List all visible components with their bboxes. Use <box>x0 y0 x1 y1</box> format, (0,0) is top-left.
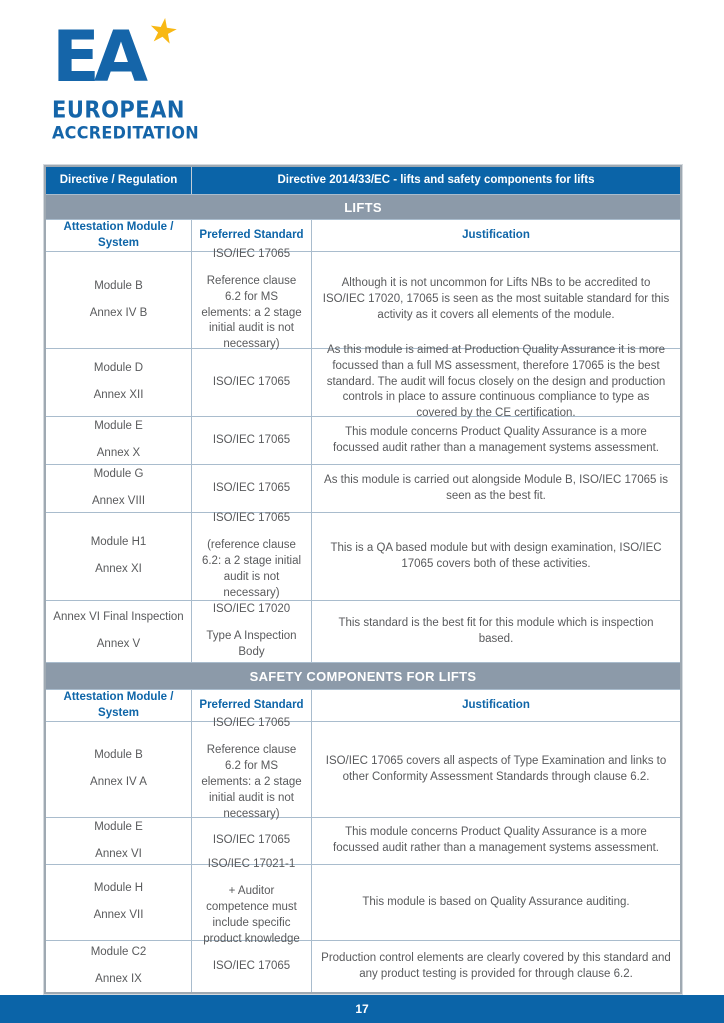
table-row <box>46 512 680 600</box>
module-name: Module D <box>93 362 144 375</box>
table-row <box>46 247 680 351</box>
module-name: Module E <box>94 420 143 433</box>
page-footer <box>0 995 724 1023</box>
justification-cell: ISO/IEC 17065 covers all aspects of Type Examination and links to other Conformity Assessment Standards through clause 6.2. <box>325 754 667 783</box>
module-cell <box>46 349 192 416</box>
module-annex: Annex VII <box>93 909 144 921</box>
standard-cell <box>192 349 312 416</box>
page-number: 17 <box>355 1002 369 1016</box>
table-row <box>46 343 680 420</box>
module-annex: Annex VIII <box>91 495 146 507</box>
justification-cell: This module is based on Quality Assurance auditing. <box>362 895 630 908</box>
standard-name: ISO/IEC 17065 <box>212 512 291 525</box>
justification-cell: Although it is not uncommon for Lifts NBs to be accredited to ISO/IEC 17020, 17065 is seen as the most suitable standard for this activity as it covers all elements of the module. <box>322 277 670 321</box>
column-header-module: Attestation Module / System <box>46 220 192 251</box>
justification-cell: This module concerns Product Quality Assurance is a more focussed audit rather than a management systems assessment. <box>333 826 659 854</box>
ea-logo-letters: EA <box>52 16 142 98</box>
section-band-lifts <box>46 194 680 219</box>
module-cell <box>46 865 192 940</box>
standard-name: ISO/IEC 17065 <box>212 717 291 730</box>
module-annex: Annex V <box>96 638 141 650</box>
column-header-justification: Justification <box>462 228 530 241</box>
module-cell <box>46 601 192 662</box>
logo-text-accreditation: ACCREDITATION <box>52 122 199 143</box>
ea-logo-mark <box>52 9 176 98</box>
standard-note: Reference clause 6.2 for MS elements: a 2 stage initial audit is not necessary) <box>201 744 302 820</box>
standard-note: Reference clause 6.2 for MS elements: a 2 stage initial audit is not necessary) <box>201 274 302 351</box>
standard-name: ISO/IEC 17065 <box>212 834 291 847</box>
module-annex: Annex X <box>96 447 141 459</box>
table-row <box>46 817 680 864</box>
directive-table <box>44 165 682 994</box>
table-row <box>46 858 680 945</box>
column-header-standard: Preferred Standard <box>192 220 312 251</box>
module-name: Module B <box>94 279 143 292</box>
standard-note: + Auditor competence must include specific product knowledge <box>203 885 300 945</box>
table-row <box>46 940 680 992</box>
standard-name: ISO/IEC 17065 <box>212 959 291 972</box>
module-name: Module G <box>93 468 144 481</box>
standard-name: ISO/IEC 17065 <box>212 375 291 388</box>
module-name: Module E <box>94 820 143 833</box>
module-name: Module H1 <box>90 536 147 549</box>
module-cell <box>46 252 192 348</box>
standard-cell <box>192 513 312 600</box>
star-icon: ★ <box>145 9 176 53</box>
justification-cell: As this module is carried out alongside Module B, ISO/IEC 17065 is seen as the best fit. <box>324 473 668 502</box>
standard-cell <box>192 717 312 820</box>
table-row <box>46 600 680 662</box>
header-directive-title: Directive 2014/33/EC - lifts and safety components for lifts <box>277 173 595 186</box>
column-header-row <box>46 689 680 721</box>
justification-cell: This is a QA based module but with design examination, ISO/IEC 17065 covers both of these activities. <box>330 541 662 570</box>
justification-cell: This module concerns Product Quality Assurance is a more focussed audit rather than a management systems assessment. <box>333 425 659 454</box>
module-name: Module B <box>94 749 143 762</box>
column-header-module: Attestation Module / System <box>46 690 192 721</box>
table-header-row <box>46 167 680 194</box>
justification-cell: This standard is the best fit for this module which is inspection based. <box>338 616 654 645</box>
module-annex: Annex XI <box>95 563 142 575</box>
standard-name: ISO/IEC 17065 <box>212 433 291 446</box>
standard-note: Type A Inspection Body <box>206 630 297 658</box>
module-name: Module H <box>93 882 144 895</box>
module-cell <box>46 417 192 464</box>
module-cell <box>46 465 192 512</box>
section-title: LIFTS <box>344 199 382 215</box>
table-row <box>46 717 680 820</box>
standard-name: ISO/IEC 17065 <box>212 247 291 260</box>
module-name: Annex VI Final Inspection <box>53 611 184 624</box>
justification-cell: Production control elements are clearly covered by this standard and any product testing is provided for through clause 6.2. <box>321 951 671 980</box>
module-name: Module C2 <box>90 946 147 959</box>
module-cell <box>46 513 192 600</box>
module-annex: Annex VI <box>95 847 142 860</box>
module-cell <box>46 818 192 864</box>
standard-cell <box>192 941 312 992</box>
standard-name: ISO/IEC 17021-1 <box>207 858 296 871</box>
standard-cell <box>192 601 312 662</box>
module-cell <box>46 941 192 992</box>
ea-logo <box>52 9 202 143</box>
table-row <box>46 416 680 464</box>
module-annex: Annex XII <box>93 389 144 401</box>
header-directive-regulation: Directive / Regulation <box>46 167 192 194</box>
standard-name: ISO/IEC 17065 <box>212 481 291 494</box>
standard-cell <box>192 858 312 945</box>
column-header-standard: Preferred Standard <box>192 690 312 721</box>
section-band-safety-components <box>46 662 680 689</box>
standard-cell <box>192 417 312 464</box>
table-row <box>46 464 680 512</box>
module-annex: Annex IX <box>95 973 142 985</box>
section-title: SAFETY COMPONENTS FOR LIFTS <box>249 668 477 684</box>
column-header-row <box>46 219 680 251</box>
module-annex: Annex IV B <box>89 306 148 319</box>
standard-cell <box>192 465 312 512</box>
standard-note: (reference clause 6.2: a 2 stage initial audit is not necessary) <box>201 539 302 599</box>
justification-cell: As this module is aimed at Production Quality Assurance it is more focussed than a full MS assessment, therefore 17065 is the best standard. The audit will focus closely on the design and production controls in place to assure continuous compliance to type as covered by the CE certification. <box>326 343 666 420</box>
module-annex: Annex IV A <box>90 776 147 788</box>
column-header-justification: Justification <box>462 698 530 711</box>
logo-text-european: EUROPEAN <box>52 97 185 123</box>
module-cell <box>46 722 192 817</box>
standard-name: ISO/IEC 17020 <box>212 603 291 616</box>
standard-cell <box>192 247 312 351</box>
